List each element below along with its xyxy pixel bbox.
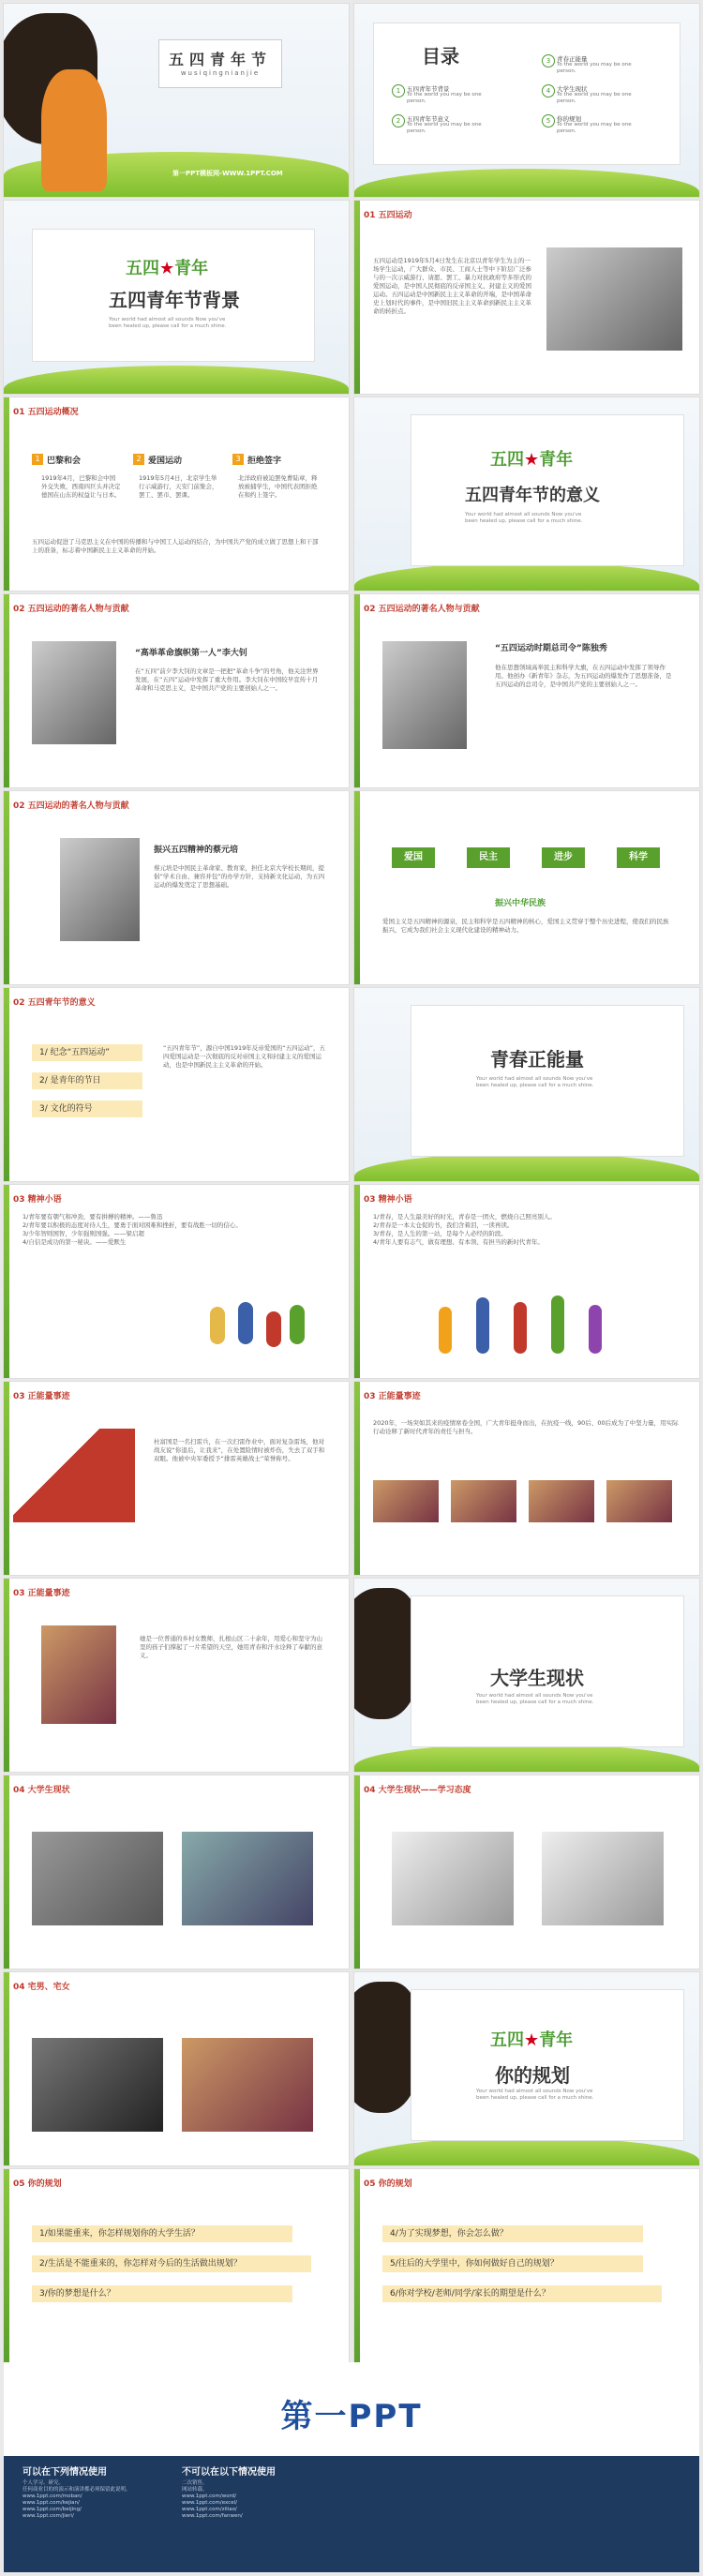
plan-question: 5/往后的大学里中，你如何做好自己的规划？ [382,2255,643,2272]
people-illustration [201,1297,313,1363]
slide-tag: 04 大学生现状——学习态度 [364,1786,471,1795]
spirit-heading: 振兴中华民族 [495,899,546,908]
event-photo [606,1480,672,1522]
sketch-illustration [542,1832,664,1925]
toc-item-sub: To the world you may be one person. [407,122,482,134]
slide-tag: 03 正能量事迹 [13,1589,70,1598]
slide-plan-1 [4,2169,349,2362]
body-text: 五四运动促进了马克思主义在中国的传播和与中国工人运动的结合，为中国共产党的成立做了思想上和干部上的准备，标志着中国新民主主义革命的开始。 [32,538,319,554]
body-text: 她是一位普通的乡村女教师，扎根山区二十余年，用爱心和坚守为山里的孩子们撑起了一片希望的天空，她用青春和汗水诠释了奉献的意义。 [140,1635,322,1659]
hero-illustration [13,1429,135,1522]
section-subtitle: Your world had almost all sounds Now you've been healed up, please call for a much shine. [476,1076,594,1088]
slide-deeds-1 [4,1382,349,1575]
ad-panel [4,2362,699,2572]
cover-title: 五四青年节 [168,51,272,68]
section-subtitle: Your world had almost all sounds Now you've been healed up, please call for a much shine. [476,2089,594,2101]
slide-study-attitude [354,1775,699,1969]
character-cloak [41,69,107,191]
wusi-logo: 五四★青年 [490,450,574,470]
slide-section-4 [354,1579,699,1772]
allowed-list[interactable]: 个人学习、研究。 任何商业目的的演示和演讲都必须保留此说明。 www.1ppt.com/moban/ www.1ppt.com/kejian/ www.1ppt.com/beijing/ www.1ppt.com/jieri/ [22,2480,131,2519]
slide-section-2 [354,397,699,591]
slide-homebody [4,1972,349,2165]
overview-title: 巴黎和会 [47,457,82,466]
toc-item-sub: To the world you may be one person. [557,92,632,104]
toc-item-sub: To the world you may be one person. [407,92,482,104]
slide-overview [4,397,349,591]
person-title: “高举革命旗帜第一人”李大钊 [135,649,247,658]
section-subtitle: Your world had almost all sounds Now you've been healed up, please call for a much shine. [465,512,583,524]
overview-desc: 北洋政府被迫罢免曹陆章，释放被捕学生，中国代表团拒绝在和约上签字。 [238,474,318,499]
cover-footer: 第一PPT模板网-WWW.1PPT.COM [172,170,283,177]
classroom-photo [32,1832,163,1925]
slide-section-1 [4,201,349,394]
toc-item-title[interactable]: 大学生现状 [557,85,588,93]
body-text: 五四运动是1919年5月4日发生在北京以青年学生为主的一场学生运动，广大群众、市民、工商人士等中下阶层广泛参与的一次示威游行、请愿、罢工、暴力对抗政府等多形式的爱国运动，是中国人民彻底的反帝国主义、封建主义的爱国运动。五四运动是中国新民主主义革命的开端，是中国革命史上划时代的事件，是中国旧民主主义革命到新民主主义革命的转折点。 [373,257,531,315]
slide-plan-2 [354,2169,699,2362]
cover-pinyin: wusiqingnianjie [180,69,261,77]
wusi-logo: 五四★青年 [126,259,209,278]
toc-item-title[interactable]: 五四青年节背景 [407,85,450,93]
overview-title: 爱国运动 [148,457,183,466]
spirit-tag: 爱国 [392,847,435,868]
slide-li-dazhao [4,594,349,787]
slide-toc [354,4,699,197]
toc-item-title[interactable]: 你的规划 [557,115,581,123]
toc-item-sub: To the world you may be one person. [557,62,632,74]
number-badge: 2 [133,454,144,465]
number-badge: 1 [32,454,43,465]
slide-tag: 04 宅男、宅女 [13,1983,70,1992]
meaning-item: 3/ 文化的符号 [32,1101,142,1117]
slide-tag: 02 五四运动的著名人物与贡献 [13,605,129,614]
celebration-illustration [429,1288,636,1363]
allowed-heading: 可以在下列情况使用 [22,2467,107,2478]
brand-logo: 第一PPT [280,2398,423,2435]
toc-item-title[interactable]: 青春正能量 [557,55,588,63]
protest-photo [546,247,682,351]
plan-question: 2/生活是不能重来的，你怎样对今后的生活做出规划？ [32,2255,311,2272]
event-photo [451,1480,516,1522]
toc-title: 目录 [422,45,459,67]
slide-status [4,1775,349,1969]
slide-tag: 03 正能量事迹 [13,1392,70,1401]
section-title: 五四青年节的意义 [465,486,600,505]
number-badge: 3 [232,454,244,465]
slide-tag: 02 五四青年节的意义 [13,998,96,1008]
slide-spirit [354,791,699,984]
section-title: 青春正能量 [490,1048,584,1071]
body-text: 2020年，一场突如其来的疫情席卷全国，广大青年挺身而出，在抗疫一线，90后、00后成为了中坚力量，用实际行动诠释了新时代青年的责任与担当。 [373,1419,679,1435]
overview-desc: 1919年5月4日，北京学生举行示威游行，天安门前集会，罢工、罢市、罢课。 [139,474,218,499]
plan-question: 3/你的梦想是什么？ [32,2285,292,2302]
sketch-illustration [392,1832,514,1925]
portrait-photo [32,641,116,744]
section-title: 你的规划 [495,2064,570,2087]
portrait-photo [382,641,467,749]
body-text: 在“五四”前夕李大钊的文章是一把把“革命斗争”的号角，他关注世界发展，在“五四”运动中发挥了重大作用。李大钊在中国较早宣传十月革命和马克思主义，是中国共产党的主要创始人之一。 [135,667,319,692]
section-subtitle: Your world had almost all sounds Now you've been healed up, please call for a much shine. [476,1693,594,1705]
slide-tag: 01 五四运动 [364,211,412,220]
slide-tag: 03 精神小语 [364,1195,412,1205]
slide-tag: 03 正能量事迹 [364,1392,421,1401]
spirit-tag: 进步 [542,847,585,868]
person-title: “五四运动时期总司令”陈独秀 [495,644,607,653]
body-text: 杜富国是一名扫雷兵，在一次扫雷作业中，面对复杂雷场，他对战友说“你退后，让我来”，在处置险情时被炸伤，失去了双手和双眼。他被中央军委授予“排雷英雄战士”荣誉称号。 [154,1438,325,1462]
portrait-photo [60,838,140,941]
ad-info-bar [4,2456,699,2572]
forbidden-list[interactable]: 二次销售。 网站转载。 www.1ppt.com/word/ www.1ppt.com/excel/ www.1ppt.com/ziliao/ www.1ppt.com/fanwen/ [182,2480,243,2519]
slide-deeds-3 [4,1579,349,1772]
slide-tag: 02 五四运动的著名人物与贡献 [13,801,129,811]
toc-number: 5 [542,114,555,127]
dorm-photo [182,2038,313,2132]
section-title: 五四青年节背景 [109,289,240,311]
slide-section-5 [354,1972,699,2165]
wusi-logo: 五四★青年 [490,2030,574,2050]
slide-tag: 02 五四运动的著名人物与贡献 [364,605,480,614]
toc-number: 2 [392,114,405,127]
teacher-photo [41,1625,116,1724]
body-text: 蔡元培是中国民主革命家、教育家，担任北京大学校长期间，提倡“学术自由、兼容并包”的办学方针，支持新文化运动，为五四运动的爆发奠定了思想基础。 [154,864,325,889]
event-photo [529,1480,594,1522]
overview-title: 拒绝签字 [247,457,282,466]
slide-quotes-2 [354,1185,699,1378]
slide-cover [4,4,349,197]
event-photo [373,1480,439,1522]
slide-deeds-2 [354,1382,699,1575]
person-title: 振兴五四精神的蔡元培 [154,846,239,855]
toc-number: 4 [542,84,555,97]
dorm-photo [32,2038,163,2132]
section-title: 大学生现状 [490,1667,584,1689]
spirit-tag: 民主 [467,847,510,868]
slide-tag: 05 你的规划 [364,2179,412,2189]
plan-question: 1/如果能重来，你怎样规划你的大学生活？ [32,2225,292,2242]
meaning-item: 2/ 是青年的节日 [32,1072,142,1089]
slide-movement [354,201,699,394]
body-text: “五四青年节”，源自中国1919年反帝爱国的“五四运动”，五四爱国运动是一次彻底的反对帝国主义和封建主义的爱国运动，也是中国新民主主义革命的开始。 [163,1044,326,1069]
slide-section-3 [354,988,699,1181]
slide-tag: 04 大学生现状 [13,1786,70,1795]
overview-desc: 1919年4月，巴黎和会中国外交失败，西南四巨头并决定德国在山东的权益让与日本。 [41,474,121,499]
slide-quotes-1 [4,1185,349,1378]
body-text: 1/青春，是人生最美好的时光，青春是一团火，燃烧自己照亮别人。 2/青春是一本太仓促的书，我们含着泪，一读再读。 3/青春，是人生的第一站，是每个人必经的阶段。 4/青年人要有志气，做有理想、有本领、有担当的新时代青年。 [373,1213,556,1246]
classroom-photo [182,1832,313,1925]
slide-tag: 01 五四运动概况 [13,408,79,417]
toc-item-title[interactable]: 五四青年节意义 [407,115,450,123]
slide-tag: 05 你的规划 [13,2179,62,2189]
title-box [158,39,282,88]
meaning-item: 1/ 纪念“五四运动” [32,1044,142,1061]
forbidden-heading: 不可以在以下情况使用 [182,2467,276,2478]
toc-item-sub: To the world you may be one person. [557,122,632,134]
slide-tag: 03 精神小语 [13,1195,62,1205]
body-text: 爱国主义是五四精神的源泉，民主和科学是五四精神的核心，爱国主义贯穿于整个历史进程，使我们的民族振兴，它成为我们社会主义现代化建设的精神动力。 [382,918,669,934]
body-text: 他在思想领域高举民主和科学大旗，在五四运动中发挥了领导作用。他创办《新青年》杂志，为五四运动的爆发作了思想准备，是五四运动的总司令，是中国共产党的主要创始人之一。 [495,664,672,688]
slide-cai-yuanpei [4,791,349,984]
slide-chen-duxiu [354,594,699,787]
slide-meaning [4,988,349,1181]
spirit-tag: 科学 [617,847,660,868]
plan-question: 4/为了实现梦想，你会怎么做？ [382,2225,643,2242]
toc-number: 3 [542,54,555,67]
section-subtitle: Your world had almost all sounds Now you've been healed up, please call for a much shine. [109,317,227,329]
plan-question: 6/你对学校/老师/同学/家长的期望是什么？ [382,2285,662,2302]
body-text: 1/青年要有朝气和冲劲，要有拼搏的精神。——鲁迅 2/青年要以积极的态度对待人生，要勇于面对困难和挫折，要有战胜一切的信心。 3/少年智则国智，少年强则国强。——梁启超 4/自信是成功的第一秘诀。——爱默生 [22,1213,242,1246]
toc-number: 1 [392,84,405,97]
